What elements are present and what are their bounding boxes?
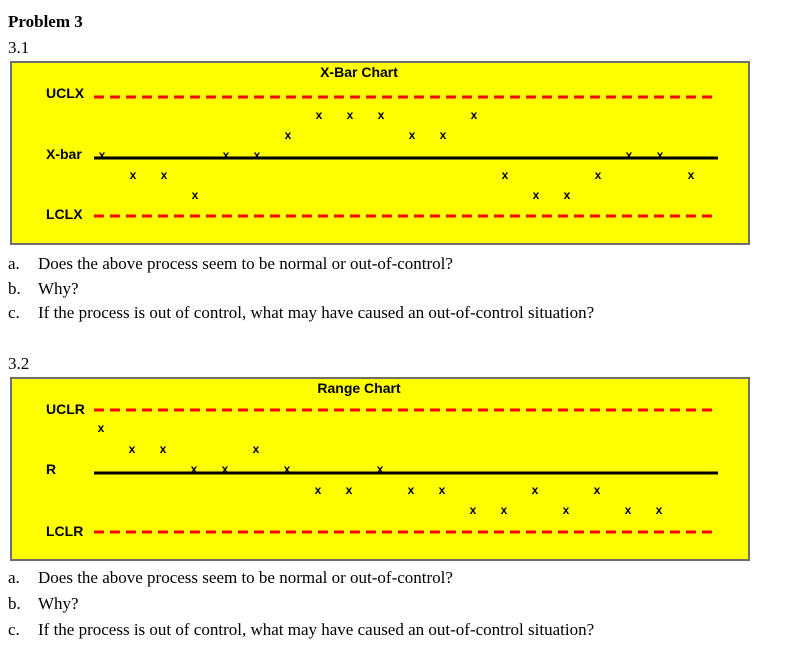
question-letter: c. [8,620,20,639]
question-3-2-b [8,594,79,614]
xbar-data-point: x [625,148,633,162]
range-data-point: x [252,441,260,456]
question-text: Why? [38,594,79,613]
range-data-point: x [283,462,291,476]
xbar-ucl-label: UCLX [46,85,85,101]
range-data-point: x [655,503,663,517]
xbar-data-point: x [222,148,230,162]
xbar-data-point: x [439,128,447,142]
question-3-2-a [8,568,453,588]
xbar-data-point: x [346,108,354,122]
xbar-lcl-label: LCLX [46,206,83,222]
question-3-2-c [8,620,594,640]
question-letter: b. [8,279,21,298]
range-data-point: x [562,503,570,517]
range-data-point: x [469,503,477,517]
range-data-point: x [314,482,322,497]
section-number-3-2: 3.2 [8,354,30,373]
range-data-point: x [128,441,136,456]
range-data-point: x [624,503,632,517]
xbar-data-point: x [191,188,199,202]
xbar-data-point: x [687,168,695,182]
question-3-1-a [8,254,453,274]
question-text: Does the above process seem to be normal or out-of-control? [38,254,453,273]
question-letter: c. [8,303,20,322]
range-data-point: x [531,482,539,497]
question-letter: a. [8,254,20,273]
range-chart [10,377,750,561]
range-data-point: x [97,421,105,435]
question-text: Does the above process seem to be normal or out-of-control? [38,568,453,587]
xbar-chart-title: X-Bar Chart [320,64,398,80]
range-ucl-label: UCLR [46,401,85,417]
xbar-data-point: x [315,108,323,122]
range-lcl-label: LCLR [46,523,84,539]
range-data-point: x [345,482,353,497]
range-data-point: x [593,482,601,497]
xbar-data-point: x [594,168,602,182]
xbar-data-point: x [377,108,385,122]
question-3-1-c [8,303,594,323]
question-text: If the process is out of control, what may have caused an out-of-control situation? [38,620,595,639]
xbar-data-point: x [98,148,106,162]
range-center-label: R [46,461,57,477]
xbar-data-point: x [532,188,540,202]
xbar-data-point: x [563,188,571,202]
question-text: Why? [38,279,79,298]
range-data-point: x [376,462,384,476]
section-number-3-1: 3.1 [8,38,30,57]
range-data-point: x [407,482,415,497]
xbar-chart-lines [12,63,748,243]
xbar-center-label: X-bar [46,146,82,162]
xbar-data-point: x [129,168,137,182]
range-data-point: x [159,441,167,456]
range-data-point: x [190,462,198,476]
xbar-data-point: x [160,168,168,182]
xbar-data-point: x [408,128,416,142]
problem-heading: Problem 3 [8,12,83,31]
xbar-chart [10,61,750,245]
xbar-data-point: x [470,108,478,122]
xbar-data-point: x [284,128,292,142]
xbar-data-point: x [253,148,261,162]
question-letter: a. [8,568,20,587]
xbar-data-point: x [501,168,509,182]
question-3-1-b [8,279,79,299]
question-letter: b. [8,594,21,613]
range-chart-title: Range Chart [317,380,401,396]
range-data-point: x [500,503,508,517]
range-data-point: x [221,462,229,476]
xbar-data-point: x [656,148,664,162]
range-data-point: x [438,482,446,497]
question-text: If the process is out of control, what may have caused an out-of-control situation? [38,303,595,322]
